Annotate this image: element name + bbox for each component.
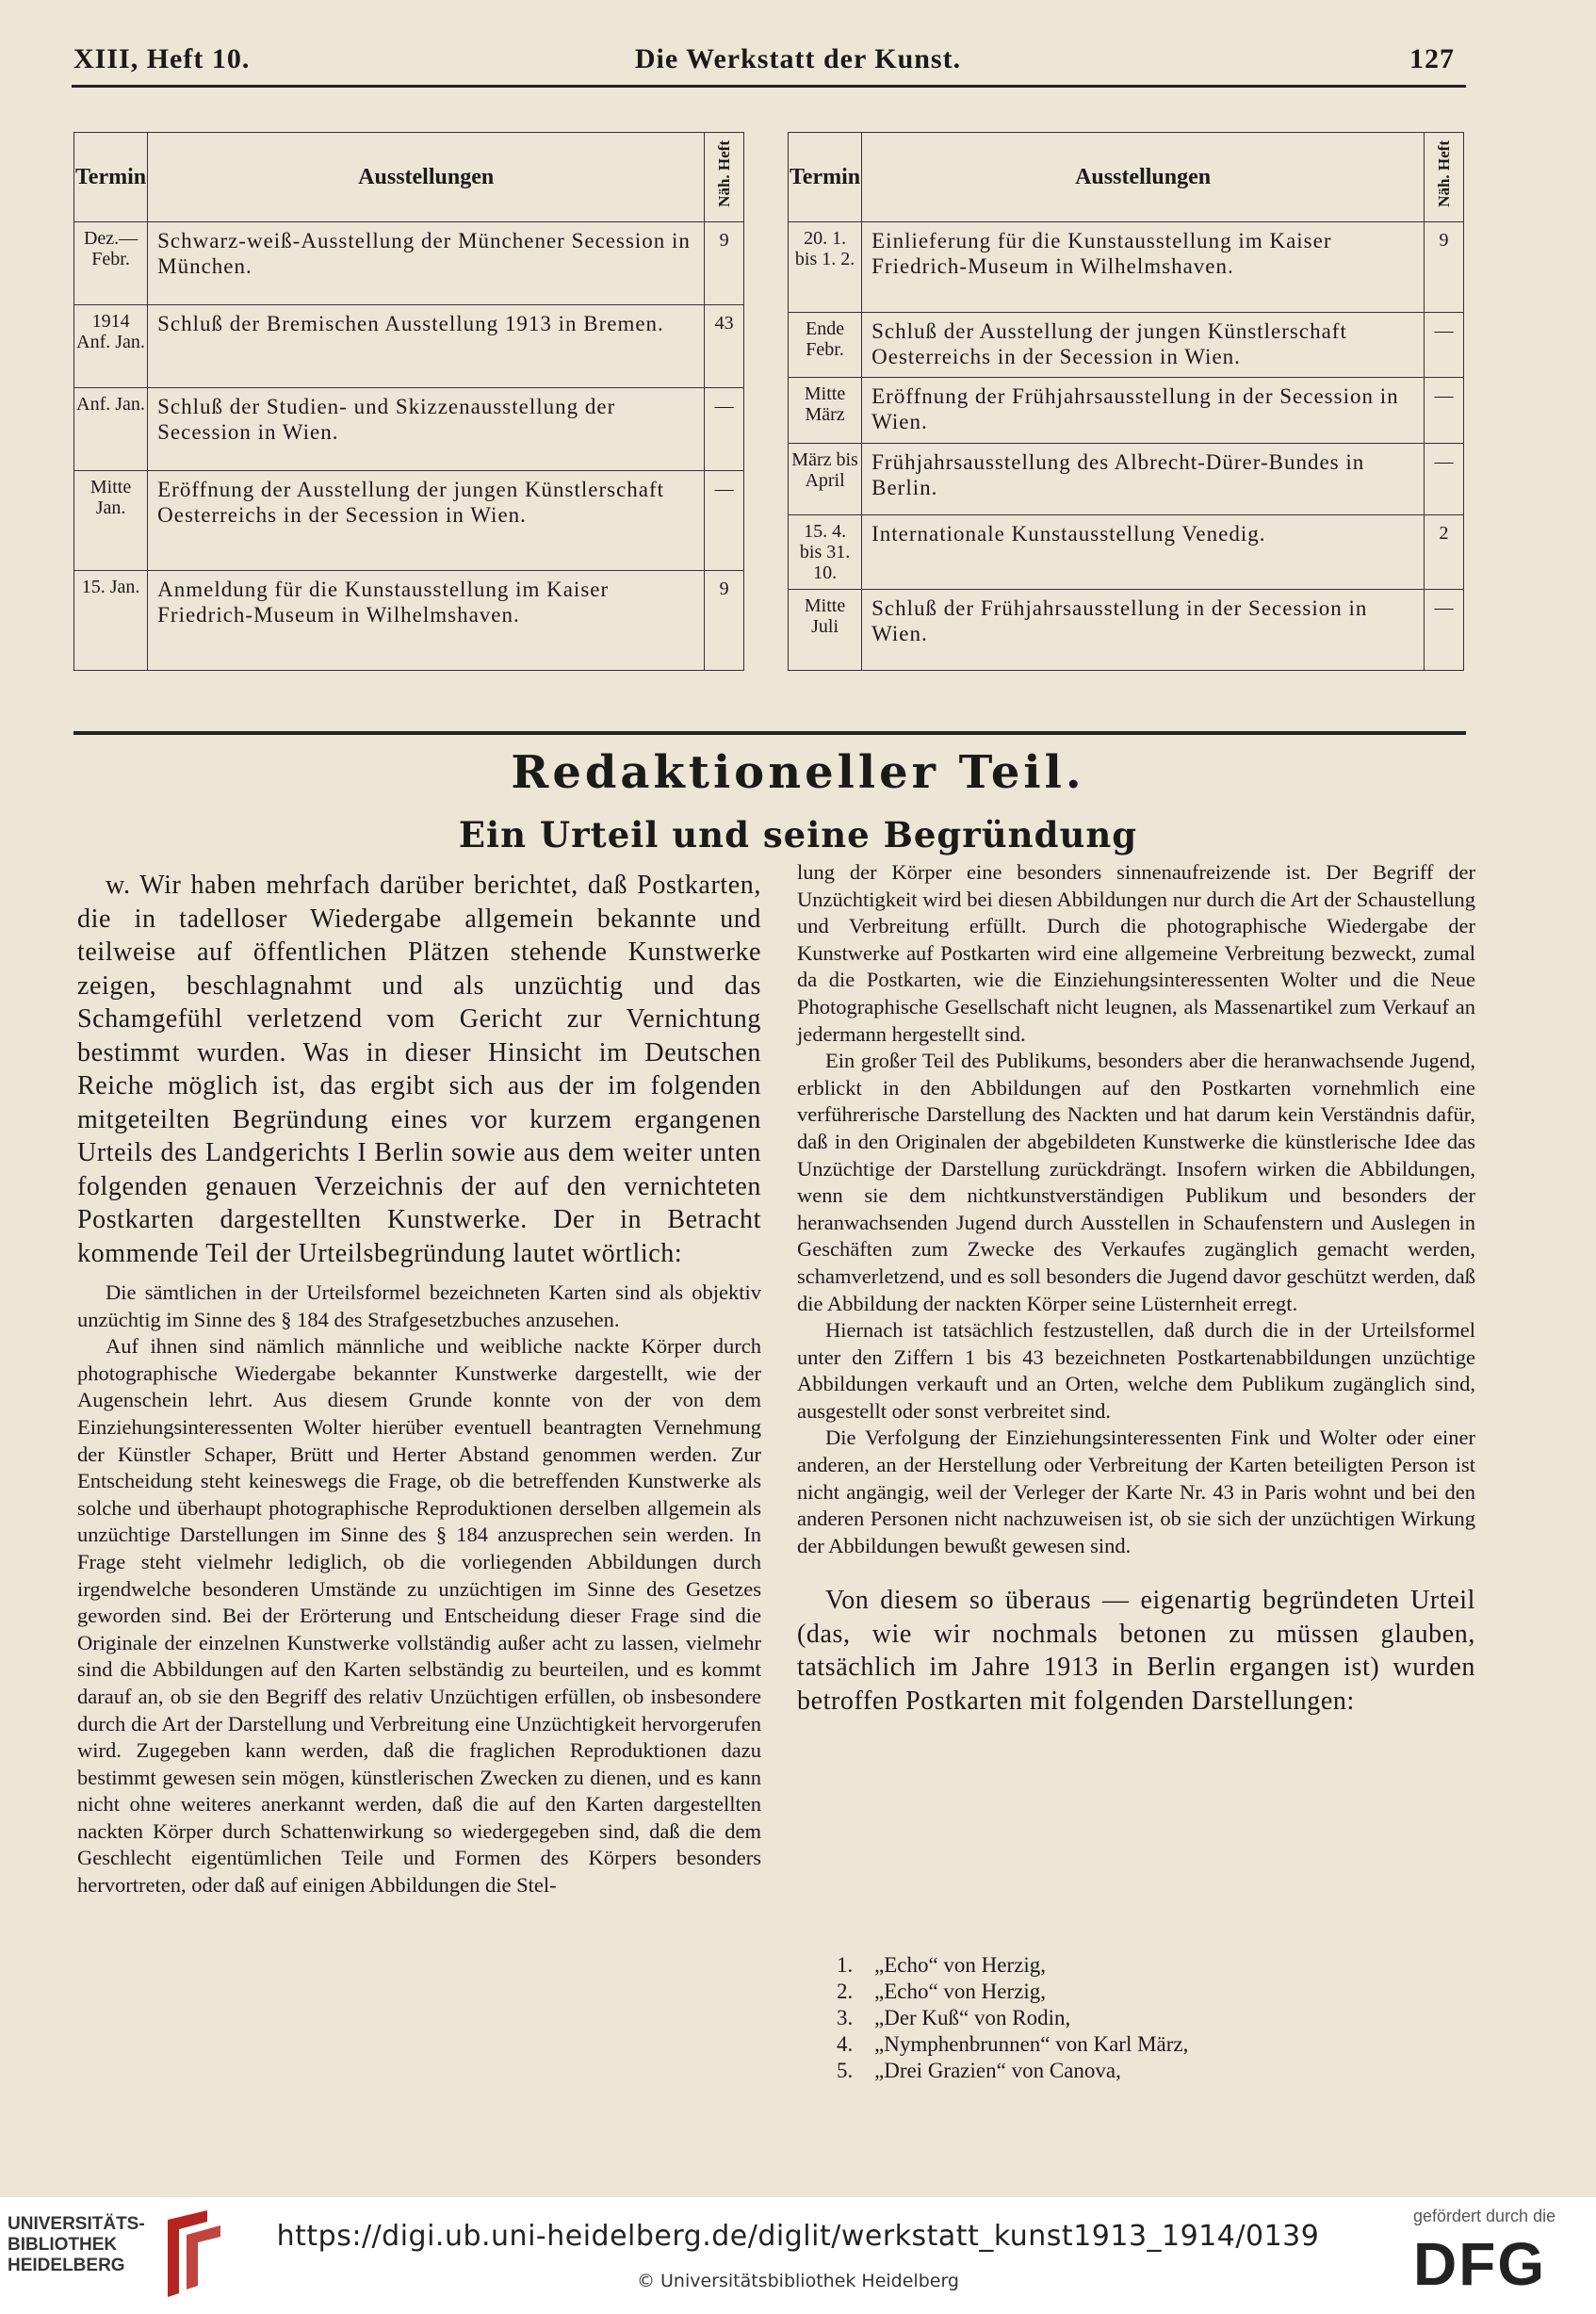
row-exhibition: Schluß der Studien- und Skizzenausstellung der Secession in Wien. (148, 388, 705, 471)
row-issue: — (705, 471, 744, 571)
table-row (789, 222, 1464, 313)
table-row (74, 571, 744, 671)
col-header-issue: Näh. Heft (1425, 133, 1464, 222)
row-exhibition: Internationale Kunstausstellung Venedig. (862, 515, 1425, 590)
library-name-line: BIBLIOTHEK (8, 2235, 118, 2255)
col-header-exhibitions: Ausstellungen (862, 133, 1425, 222)
row-issue: 9 (1425, 222, 1464, 313)
row-term: Mitte Juli (789, 590, 862, 671)
row-exhibition: Frühjahrsausstellung des Albrecht-Dürer-Bundes in Berlin. (862, 444, 1425, 515)
row-term: Ende Febr. (789, 313, 862, 378)
body-paragraph: Hiernach ist tatsächlich festzustellen, daß durch die in der Urteilsformel unter den Ziffern 1 bis 43 bezeichneten Postkartenabbildungen unzüchtige Abbildungen verkauft und an Orten, welche dem Publikum zugänglich sind, ausgestellt oder sonst verbreitet sind. (797, 1318, 1475, 1423)
list-item: 2. „Echo“ von Herzig, (837, 1980, 1047, 2003)
table-row (789, 444, 1464, 515)
section-rule (73, 731, 1466, 735)
row-term: März bis April (789, 444, 862, 515)
row-exhibition: Eröffnung der Ausstellung der jungen Künstlerschaft Oesterreichs in der Secession in Wien. (148, 471, 705, 571)
row-exhibition: Schluß der Bremischen Ausstellung 1913 in Bremen. (148, 305, 705, 388)
row-issue: — (1425, 590, 1464, 671)
row-term: 15. 4. bis 31. 10. (789, 515, 862, 590)
row-exhibition: Schluß der Frühjahrsausstellung in der Secession in Wien. (862, 590, 1425, 671)
col-header-term: Termin (74, 133, 148, 222)
list-item: 5. „Drei Grazien“ von Canova, (837, 2059, 1121, 2082)
col-header-issue: Näh. Heft (705, 133, 744, 222)
article-title: Ein Urteil und seine Begründung (458, 814, 1138, 856)
body-paragraph: Die Verfolgung der Einziehungsinteressenten Fink und Wolter oder einer anderen, an der Herstellung oder Verbreitung der Karten beteiligten Person ist nicht angängig, weil der Verleger der Karte Nr. 43 in Paris wohnt und bei den anderen Personen nicht nachzuweisen ist, ob sie sich der unzüchtigen Wirkung der Abbildungen bewußt gewesen sind. (797, 1426, 1475, 1557)
row-exhibition: Schwarz-weiß-Ausstellung der Münchener Secession in München. (148, 222, 705, 305)
row-exhibition: Eröffnung der Frühjahrsausstellung in der Secession in Wien. (862, 378, 1425, 444)
header-rule (72, 85, 1466, 88)
header-volume: XIII, Heft 10. (73, 43, 251, 74)
quote-paragraph: Die sämtlichen in der Urteilsformel bezeichneten Karten sind als objektiv unzüchtig im Sinne des § 184 des Strafgesetzbuches anzusehen. (77, 1280, 761, 1331)
right-column (797, 859, 1475, 1718)
table-row (789, 590, 1464, 671)
col-header-term: Termin (789, 133, 862, 222)
row-exhibition: Einlieferung für die Kunstausstellung im Kaiser Friedrich-Museum in Wilhelmshaven. (862, 222, 1425, 313)
row-issue: 43 (705, 305, 744, 388)
row-issue: — (1425, 444, 1464, 515)
list-item: 4. „Nymphenbrunnen“ von Karl März, (837, 2032, 1189, 2056)
permalink[interactable]: https://digi.ub.uni-heidelberg.de/diglit/werkstatt_kunst1913_1914/0139 (276, 2220, 1320, 2253)
header-title: Die Werkstatt der Kunst. (634, 43, 962, 74)
exhibition-table-left (73, 132, 744, 671)
quote-paragraph: Auf ihnen sind nämlich männliche und weibliche nackte Körper durch photographische Wiedergabe bekannter Kunstwerke dargestellt, wie der Augenschein lehrt. Aus diesem Grunde konnte von der von dem Einziehungsinteressenten Wolter hierüber eventuell beantragten Vernehmung der Künstler Schaper, Brütt und Herter Abstand genommen werden. Zur Entscheidung steht keineswegs die Frage, ob die betreffenden Kunstwerke als solche und überhaupt photographische Reproduktionen derselben allgemein als unzüchtige Darstellungen im Sinne des § 184 anzusprechen sein werden. In Frage steht vielmehr lediglich, ob die vorliegenden Abbildungen durch irgendwelche besonderen Umstände zu unzüchtigen im Sinne des Gesetzes geworden sind. Bei der Erörterung und Entscheidung dieser Frage sind die Originale der einzelnen Kunstwerke vollständig außer acht zu lassen, vielmehr sind die Abbildungen auf den Karten selbständig zu beurteilen, und es kommt darauf an, ob sie den Begriff des relativ Unzüchtigen erfüllen, ob insbesondere durch die Art der Darstellung und Verbreitung eine Unzüchtigkeit hervorgerufen wird. Zugegeben kann werden, daß die fraglichen Reproduktionen dazu bestimmt gewesen sein mögen, künstlerischen Zwecken zu dienen, und es kann nicht ohne weiteres anerkannt werden, daß die auf den Karten dargestellten nackten Körper durch Schattenwirkung so wiedergegeben sind, daß die dem Geschlecht eigentümlichen Teile und Formen des Körpers besonders hervortreten, oder daß auf einigen Abbildungen die Stel- (77, 1334, 761, 1898)
section-title: Redaktioneller Teil. (511, 746, 1085, 799)
row-issue: 9 (705, 571, 744, 671)
row-exhibition: Anmeldung für die Kunstausstellung im Kaiser Friedrich-Museum in Wilhelmshaven. (148, 571, 705, 671)
list-item: 3. „Der Kuß“ von Rodin, (837, 2006, 1071, 2029)
exhibition-table-right (788, 132, 1464, 671)
header-page-number: 127 (1409, 43, 1455, 74)
row-issue: — (1425, 313, 1464, 378)
row-term: Dez.— Febr. (74, 222, 148, 305)
left-column (77, 869, 761, 1899)
row-term: Mitte Jan. (74, 471, 148, 571)
postcard-list (837, 1952, 1188, 2084)
table-row (789, 515, 1464, 590)
body-paragraph: Ein großer Teil des Publikums, besonders aber die heranwachsende Jugend, erblickt in den Abbildungen auf den Postkarten vornehmlich eine verführerische Darstellung des Nackten und hat darum kein Verständnis dafür, daß in den Originalen der abgebildeten Kunstwerke die künstlerische Idee das Unzüchtige der Darstellung zurückdrängt. Insofern wirken die Abbildungen, wenn sie dem nichtkunstverständigen Publikum und besonders der heranwachsenden Jugend durch Ausstellen in Schaufenstern und Auslegen in Geschäften zum Zwecke des Verkaufes zugänglich gemacht werden, schamverletzend, und es soll besonders die Jugend davor geschützt werden, daß die Abbildung der nackten Körper seine Lüsternheit erregt. (797, 1049, 1475, 1315)
dfg-logo[interactable]: DFG (1413, 2230, 1547, 2298)
row-term: 15. Jan. (74, 571, 148, 671)
row-term: Mitte März (789, 378, 862, 444)
row-term: Anf. Jan. (74, 388, 148, 471)
row-issue: — (1425, 378, 1464, 444)
table-row (74, 388, 744, 471)
row-issue: — (705, 388, 744, 471)
table-row (74, 222, 744, 305)
table-row (789, 313, 1464, 378)
table-row (74, 471, 744, 571)
row-issue: 2 (1425, 515, 1464, 590)
row-term: 1914 Anf. Jan. (74, 305, 148, 388)
library-name-line: UNIVERSITÄTS- (8, 2214, 145, 2234)
copyright: © Universitätsbibliothek Heidelberg (636, 2271, 959, 2291)
library-name-line: HEIDELBERG (8, 2256, 125, 2275)
col-header-exhibitions: Ausstellungen (148, 133, 705, 222)
list-item: 1. „Echo“ von Herzig, (837, 1953, 1047, 1977)
intro-paragraph: w. Wir haben mehrfach darüber berichtet, daß Postkarten, die in tadelloser Wiedergabe allgemein bekannte und teilweise auf öffentlichen Plätzen stehende Kunstwerke zeigen, beschlagnahmt und als unzüchtig und das Schamgefühl verletzend vom Gericht zur Vernichtung bestimmt wurden. Was in dieser Hinsicht im Deutschen Reiche möglich ist, das ergibt sich aus der im folgenden mitgeteilten Begründung eines vor kurzem ergangenen Urteils des Landgerichts I Berlin sowie aus dem weiter unten folgenden genauen Verzeichnis der auf den vernichteten Postkarten dargestellten Kunstwerke. Der in Betracht kommende Teil der Urteilsbegründung lautet wörtlich: (77, 871, 761, 1268)
row-exhibition: Schluß der Ausstellung der jungen Künstlerschaft Oesterreichs in der Secession in Wien. (862, 313, 1425, 378)
row-issue: 9 (705, 222, 744, 305)
funding-note: gefördert durch die (1413, 2207, 1556, 2225)
body-paragraph: lung der Körper eine besonders sinnenaufreizende ist. Der Begriff der Unzüchtigkeit wird bei diesen Abbildungen nur durch die Art der Schaustellung und Verbreitung erfüllt. Durch die photographische Wiedergabe der Kunstwerke auf Postkarten wird eine allgemeine Verbreitung bezweckt, zumal da die Postkarten, wie die Einziehungsinteressenten Wolter und die Neue Photographische Gesellschaft nicht leugnen, als Massenartikel zum Verkauf an jedermann hergestellt sind. (797, 860, 1475, 1046)
table-row (789, 378, 1464, 444)
footer-bar (0, 2197, 1596, 2314)
row-term: 20. 1. bis 1. 2. (789, 222, 862, 313)
table-row (74, 305, 744, 388)
body-paragraph: Von diesem so überaus — eigenartig begründeten Urteil (das, wie wir nochmals betonen zu müssen glauben, tatsächlich im Jahre 1913 in Berlin ergangen ist) wurden betroffen Postkarten mit folgenden Darstellungen: (797, 1586, 1475, 1716)
